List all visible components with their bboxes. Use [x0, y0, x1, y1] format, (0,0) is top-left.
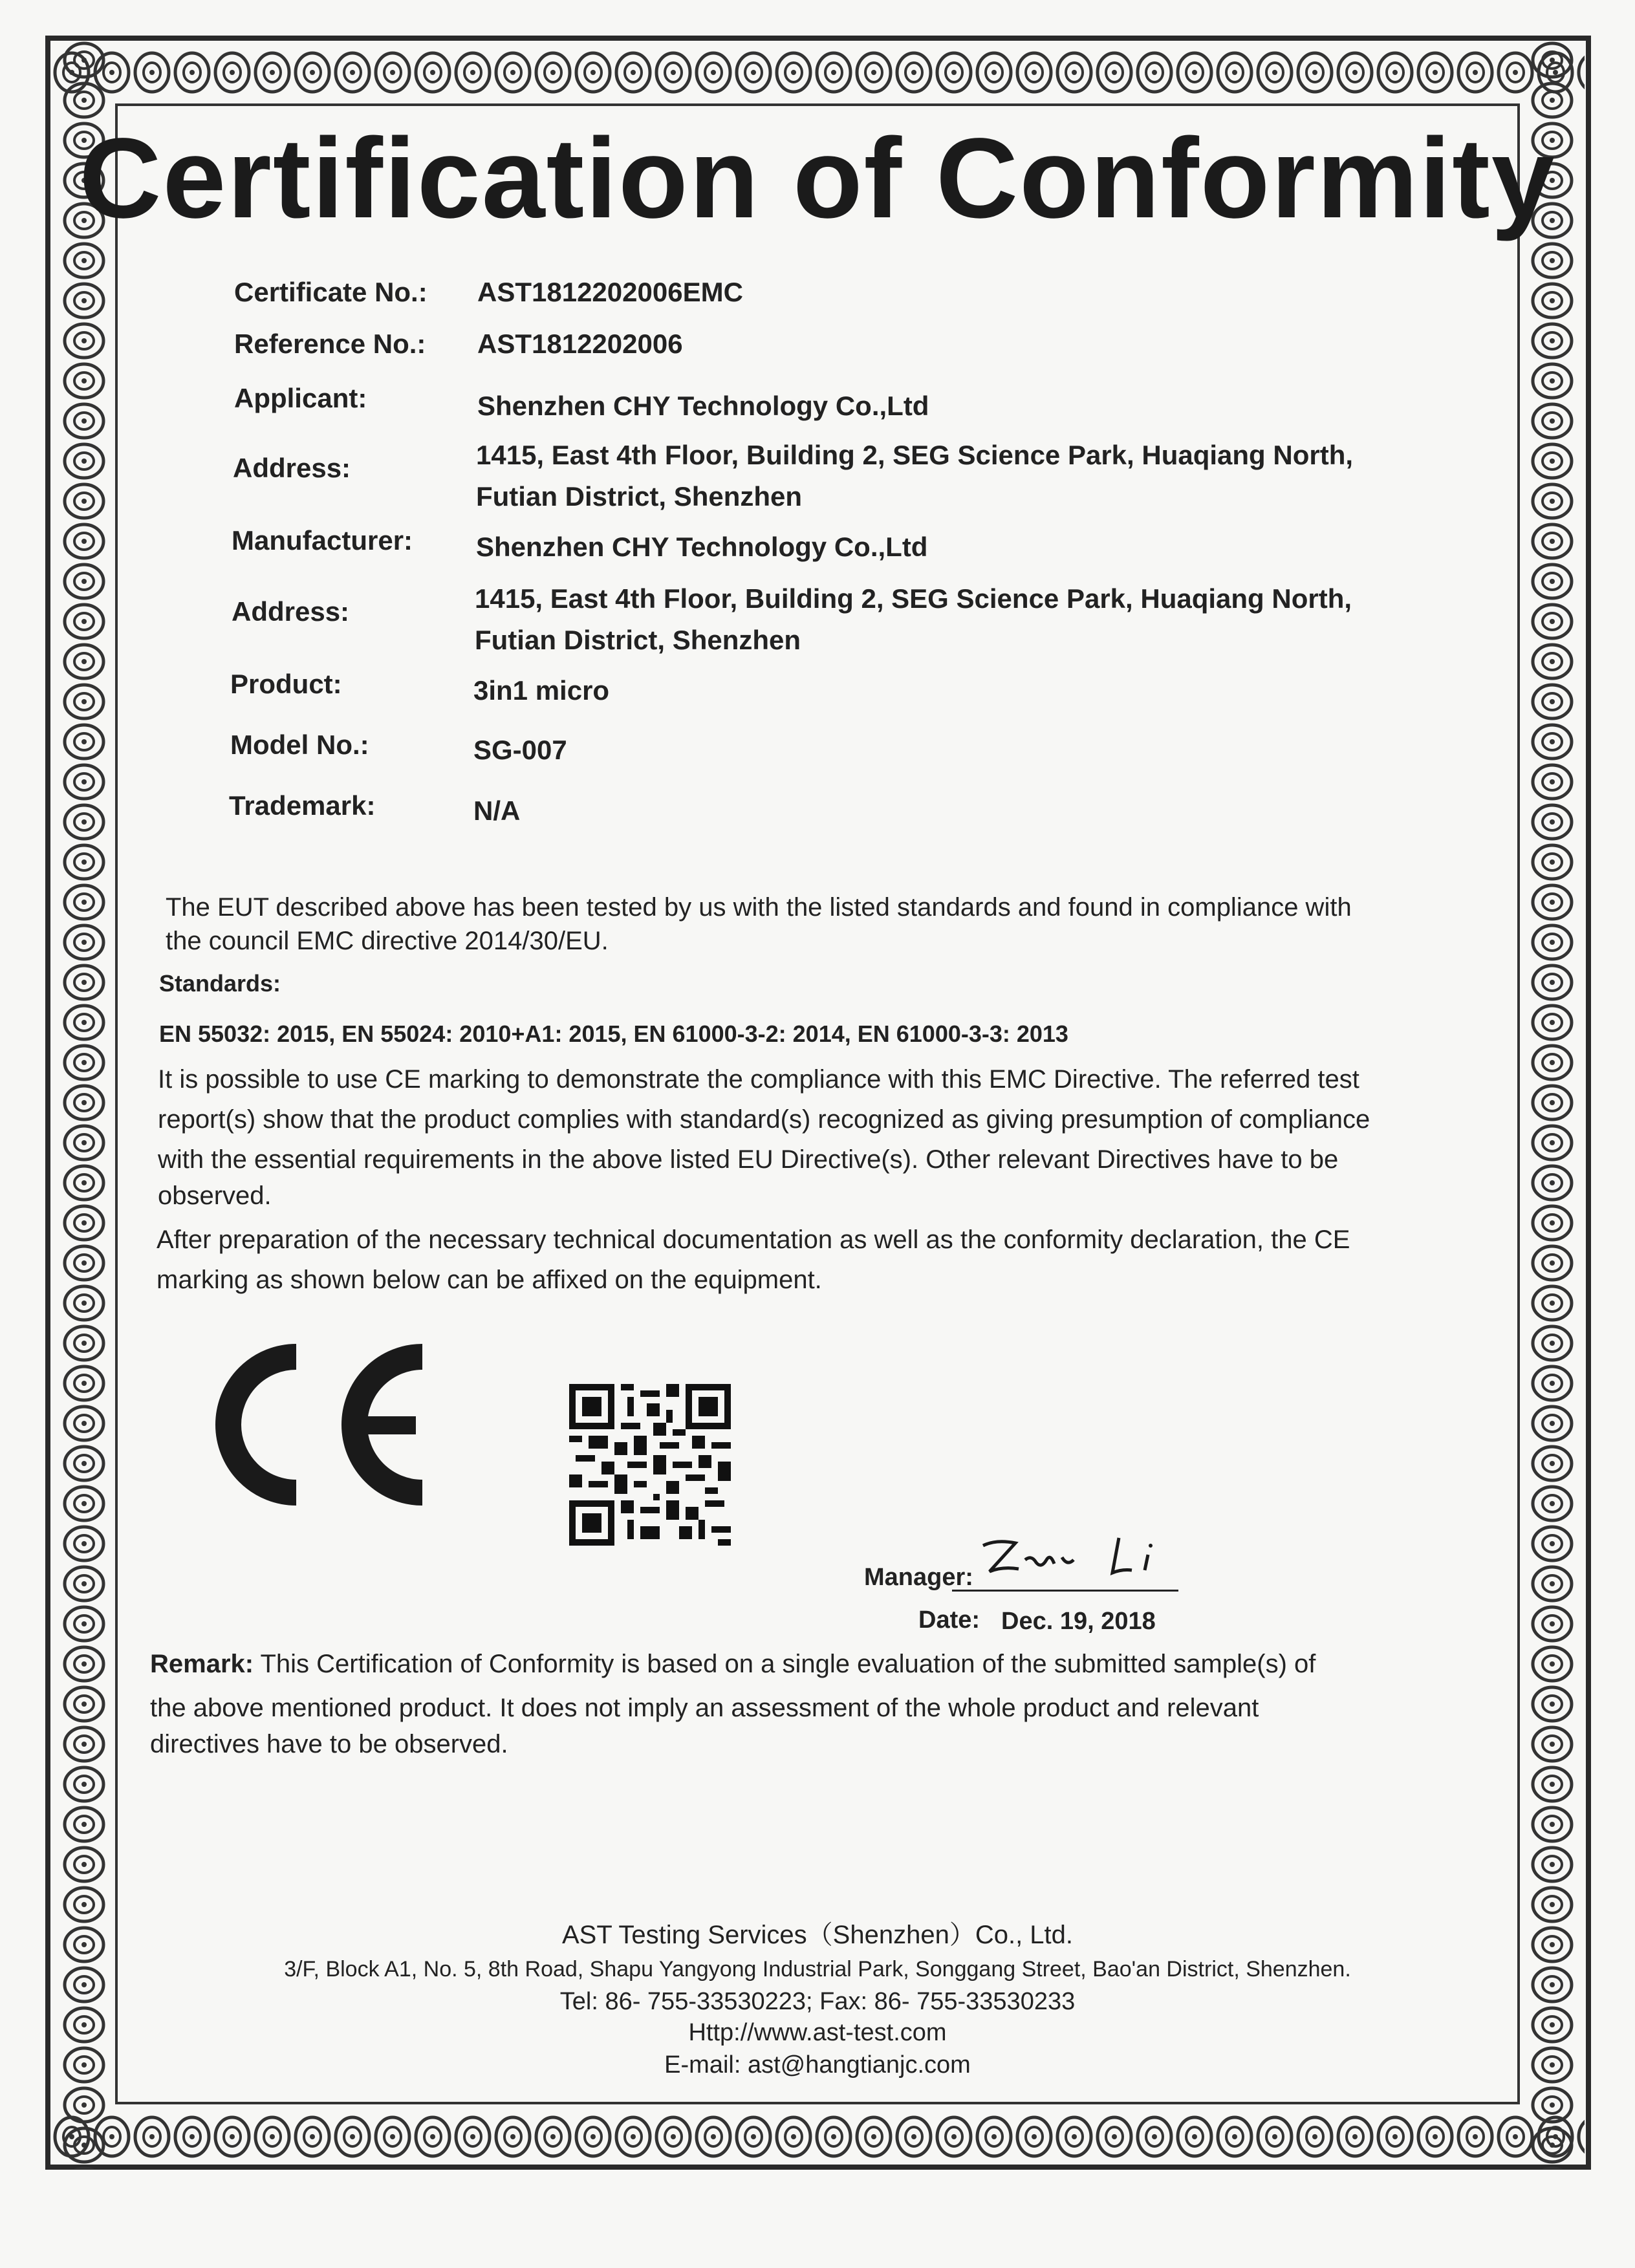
ornamental-border-left: [52, 40, 116, 2169]
footer-company: AST Testing Services（Shenzhen）Co., Ltd.: [561, 1921, 1074, 1949]
footer-email: E-mail: ast@hangtianjc.com: [664, 2051, 971, 2079]
product-value: 3in1 micro: [473, 675, 610, 706]
applicant-value: Shenzhen CHY Technology Co.,Ltd: [477, 391, 929, 421]
manager-label: Manager:: [864, 1564, 973, 1591]
signature-line: [952, 1590, 1178, 1592]
product-label: Product:: [230, 669, 342, 699]
manufacturer-address-label: Address:: [232, 596, 350, 627]
standards-list: EN 55032: 2015, EN 55024: 2010+A1: 2015, EN 61000-3-2: 2014, EN 61000-3-3: 2013: [159, 1021, 1068, 1047]
standards-label: Standards:: [159, 970, 281, 997]
qr-code-icon: [569, 1384, 731, 1546]
ce-text-line1: It is possible to use CE marking to demonstrate the compliance with this EMC Directive. The referred test: [158, 1065, 1359, 1094]
remark-line1: [150, 1644, 1316, 1684]
remark-text-line1: This Certification of Conformity is based on a single evaluation of the submitted sample(s) of: [260, 1650, 1316, 1678]
ornamental-border-right: [1520, 40, 1585, 2169]
manufacturer-address-line1: 1415, East 4th Floor, Building 2, SEG Science Park, Huaqiang North,: [475, 583, 1352, 614]
manager-signature: [970, 1526, 1190, 1597]
trademark-value: N/A: [473, 795, 521, 826]
ornamental-border-bottom: [52, 2104, 1585, 2169]
model-no-label: Model No.:: [230, 729, 369, 760]
reference-no-label: Reference No.:: [234, 329, 426, 359]
remark-label: Remark:: [150, 1650, 254, 1678]
date-value: Dec. 19, 2018: [1001, 1608, 1156, 1635]
applicant-address-label: Address:: [233, 453, 351, 483]
ce-text-line3: with the essential requirements in the above listed EU Directive(s). Other relevant Directives have to be: [158, 1145, 1339, 1174]
ornamental-border-top: [52, 40, 1585, 105]
applicant-label: Applicant:: [234, 383, 367, 413]
date-label: Date:: [918, 1606, 980, 1634]
manufacturer-label: Manufacturer:: [232, 525, 413, 556]
footer-web: Http://www.ast-test.com: [688, 2019, 947, 2046]
ce-text-line5: After preparation of the necessary technical documentation as well as the conformity declaration, the CE: [157, 1226, 1350, 1254]
manufacturer-value: Shenzhen CHY Technology Co.,Ltd: [476, 532, 928, 562]
ce-text-line2: report(s) show that the product complies with standard(s) recognized as giving presumption of compliance: [158, 1105, 1370, 1134]
statement-line2: the council EMC directive 2014/30/EU.: [166, 927, 609, 955]
page-title: Certification of Conformity: [79, 115, 1556, 242]
ce-text-line6: marking as shown below can be affixed on the equipment.: [157, 1266, 822, 1294]
certificate-no-label: Certificate No.:: [234, 277, 428, 307]
footer-tel: Tel: 86- 755-33530223; Fax: 86- 755-33530233: [559, 1988, 1076, 2015]
reference-no-value: AST1812202006: [477, 329, 683, 359]
statement-line1: The EUT described above has been tested by us with the listed standards and found in compliance with: [166, 893, 1352, 922]
remark-line3: directives have to be observed.: [150, 1730, 508, 1758]
ce-mark-icon: [199, 1337, 439, 1512]
ce-text-line4: observed.: [158, 1182, 272, 1210]
trademark-label: Trademark:: [229, 790, 376, 821]
footer-address: 3/F, Block A1, No. 5, 8th Road, Shapu Yangyong Industrial Park, Songgang Street, Bao'an District, Shenzhen.: [284, 1957, 1351, 1982]
model-no-value: SG-007: [473, 735, 567, 765]
remark-line2: the above mentioned product. It does not imply an assessment of the whole product and relevant: [150, 1694, 1259, 1722]
applicant-address-line2: Futian District, Shenzhen: [476, 481, 803, 512]
manufacturer-address-line2: Futian District, Shenzhen: [475, 625, 801, 655]
applicant-address-line1: 1415, East 4th Floor, Building 2, SEG Science Park, Huaqiang North,: [476, 440, 1354, 470]
certificate-no-value: AST1812202006EMC: [477, 277, 743, 307]
